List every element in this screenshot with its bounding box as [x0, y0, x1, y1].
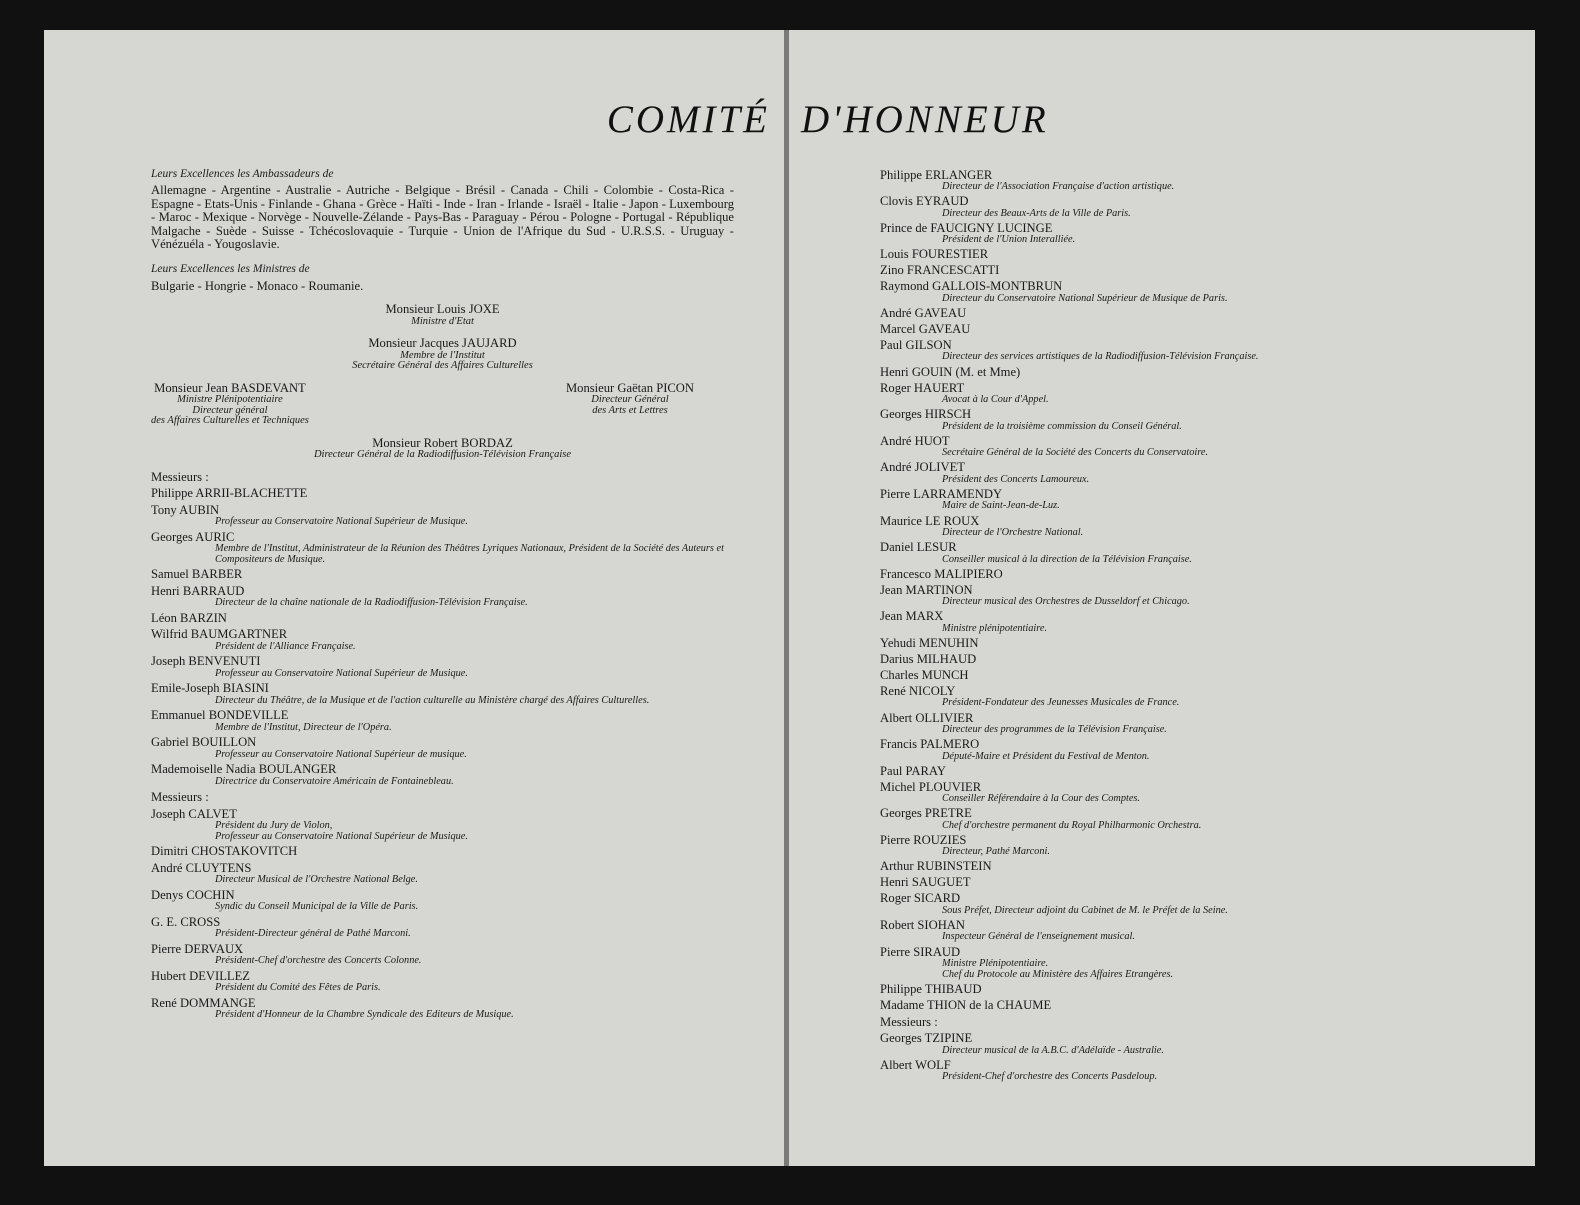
member-name: Philippe ERLANGER	[880, 167, 993, 182]
officials-pair	[151, 382, 734, 427]
committee-member	[151, 709, 734, 733]
member-name: René NICOLY	[880, 683, 956, 698]
committee-member	[880, 1032, 1520, 1056]
committee-member	[880, 280, 1520, 304]
member-role: Directeur musical des Orchestres de Dusseldorf et Chicago.	[942, 596, 1190, 608]
member-name: Gabriel BOUILLON	[151, 735, 257, 750]
member-name: Joseph BENVENUTI	[151, 654, 261, 669]
member-name: Charles MUNCH	[880, 667, 969, 682]
member-role: Président des Concerts Lamoureux.	[942, 473, 1090, 485]
left-page	[44, 30, 784, 1166]
committee-member	[151, 808, 734, 843]
member-name: Philippe ARRII-BLACHETTE	[151, 486, 308, 501]
committee-member	[151, 916, 734, 940]
member-name: Georges TZIPINE	[880, 1031, 973, 1046]
member-name: Michel PLOUVIER	[880, 779, 982, 794]
committee-member	[880, 999, 1520, 1012]
member-role: Président-Directeur général de Pathé Marconi.	[215, 928, 411, 940]
member-name: Pierre LARRAMENDY	[880, 486, 1003, 501]
committee-member	[880, 765, 1520, 778]
member-name: Hubert DEVILLEZ	[151, 968, 250, 983]
member-name: Louis FOURESTIER	[880, 247, 989, 262]
member-name: Emmanuel BONDEVILLE	[151, 708, 289, 723]
official-basdevant	[151, 382, 309, 427]
member-name: Henri GOUIN (M. et Mme)	[880, 364, 1021, 379]
committee-member	[880, 461, 1520, 485]
committee-member	[151, 682, 734, 706]
member-name: Zino FRANCESCATTI	[880, 263, 1000, 278]
committee-member	[880, 738, 1520, 762]
member-role: Président du Jury de Violon, Professeur au Conservatoire National Supérieur de Musique.	[215, 820, 468, 842]
member-name: Albert WOLF	[880, 1057, 951, 1072]
member-name: Francesco MALIPIERO	[880, 566, 1003, 581]
member-role: Avocat à la Cour d'Appel.	[942, 393, 1049, 405]
member-name: Denys COCHIN	[151, 887, 235, 902]
member-role: Directeur de l'Association Française d'action artistique.	[942, 181, 1175, 192]
member-name: Daniel LESUR	[880, 540, 957, 555]
left-column	[151, 166, 734, 1021]
official-name: Monsieur Jean BASDEVANT	[154, 380, 306, 395]
committee-member	[151, 736, 734, 760]
committee-member	[151, 585, 734, 609]
member-role: Syndic du Conseil Municipal de la Ville de Paris.	[215, 901, 419, 913]
title-left: COMITÉ	[606, 98, 770, 141]
committee-member	[880, 307, 1520, 320]
official-name: Monsieur Louis JOXE	[385, 302, 500, 317]
official-role: Membre de l'Institut Secrétaire Général des Affaires Culturelles	[352, 349, 533, 372]
member-name: Prince de FAUCIGNY LUCINGE	[880, 220, 1053, 235]
committee-member	[880, 515, 1520, 539]
member-role: Secrétaire Général de la Société des Concerts du Conservatoire.	[942, 447, 1209, 459]
member-name: Robert SIOHAN	[880, 918, 966, 933]
member-name: André HUOT	[880, 433, 950, 448]
committee-member	[880, 946, 1520, 981]
member-role: Inspecteur Général de l'enseignement musical.	[942, 931, 1135, 943]
committee-member	[151, 889, 734, 913]
member-name: Pierre DERVAUX	[151, 941, 244, 956]
official-role: Directeur Général de la Radiodiffusion-Télévision Française	[313, 449, 572, 461]
official-role: Ministre d'Etat	[411, 315, 474, 327]
member-role: Directrice du Conservatoire Américain de Fontainebleau.	[215, 775, 454, 787]
member-name: Léon BARZIN	[151, 610, 227, 625]
member-name: Raymond GALLOIS-MONTBRUN	[880, 279, 1063, 294]
member-role: Président d'Honneur de la Chambre Syndicale des Editeurs de Musique.	[215, 1009, 514, 1021]
member-name: Georges PRETRE	[880, 806, 972, 821]
committee-member	[880, 983, 1520, 996]
member-role: Président du Comité des Fêtes de Paris.	[215, 982, 381, 994]
member-name: Jean MARTINON	[880, 582, 973, 597]
committee-member	[880, 834, 1520, 858]
member-role: Directeur du Théâtre, de la Musique et de l'action culturelle au Ministère chargé des Affaires Culturelles.	[215, 694, 650, 706]
committee-member	[880, 366, 1520, 379]
member-name: Joseph CALVET	[151, 806, 237, 821]
committee-member	[880, 653, 1520, 666]
official-role: Ministre Plénipotentiaire Directeur général des Affaires Culturelles et Techniques	[151, 394, 309, 427]
title-right: D'HONNEUR	[801, 98, 1049, 141]
member-role: Directeur musical de la A.B.C. d'Adélaïde - Australie.	[942, 1044, 1164, 1056]
committee-member	[151, 531, 734, 566]
member-name: Henri BARRAUD	[151, 583, 245, 598]
member-name: Albert OLLIVIER	[880, 710, 974, 725]
official-jaujard	[151, 337, 734, 372]
official-name: Monsieur Gaëtan PICON	[565, 380, 694, 395]
committee-member	[880, 919, 1520, 943]
official-picon	[566, 382, 694, 427]
member-role: Président de la troisième commission du Conseil Général.	[942, 420, 1182, 432]
committee-member	[880, 712, 1520, 736]
member-name: Marcel GAVEAU	[880, 321, 971, 336]
committee-member	[151, 943, 734, 967]
committee-member	[880, 807, 1520, 831]
member-role: Ministre plénipotentiaire.	[942, 622, 1048, 634]
committee-member	[880, 339, 1520, 363]
member-name: Arthur RUBINSTEIN	[880, 859, 992, 874]
member-name: Dimitri CHOSTAKOVITCH	[151, 844, 298, 859]
member-role: Professeur au Conservatoire National Supérieur de Musique.	[215, 667, 468, 679]
ministers-countries: Bulgarie - Hongrie - Monaco - Roumanie.	[151, 278, 364, 293]
member-name: Paul GILSON	[880, 337, 952, 352]
member-name: Tony AUBIN	[151, 502, 220, 517]
member-name: Yehudi MENUHIN	[880, 635, 979, 650]
member-name: Paul PARAY	[880, 763, 946, 778]
committee-member	[880, 669, 1520, 682]
member-role: Directeur, Pathé Marconi.	[942, 846, 1050, 858]
committee-member	[151, 487, 734, 500]
member-name: Roger SICARD	[880, 891, 961, 906]
member-name: Francis PALMERO	[880, 737, 980, 752]
committee-member	[880, 408, 1520, 432]
committee-member	[151, 997, 734, 1021]
committee-member	[880, 781, 1520, 805]
committee-member	[880, 541, 1520, 565]
member-name: Georges HIRSCH	[880, 407, 972, 422]
member-name: Maurice LE ROUX	[880, 513, 980, 528]
member-name: Wilfrid BAUMGARTNER	[151, 627, 288, 642]
committee-member	[151, 845, 734, 858]
member-name: Clovis EYRAUD	[880, 194, 969, 209]
official-role: Directeur Général des Arts et Lettres	[591, 394, 669, 416]
member-name: Jean MARX	[880, 609, 944, 624]
official-name: Monsieur Robert BORDAZ	[372, 436, 513, 451]
committee-member	[880, 1059, 1520, 1083]
member-role: Professeur au Conservatoire National Supérieur de musique.	[215, 748, 467, 760]
committee-member	[151, 763, 734, 787]
member-name: René DOMMANGE	[151, 995, 256, 1010]
committee-member	[880, 584, 1520, 608]
member-role: Conseiller musical à la direction de la Télévision Française.	[942, 553, 1192, 565]
member-name: Emile-Joseph BIASINI	[151, 681, 269, 696]
committee-member	[880, 195, 1520, 219]
member-role: Ministre Plénipotentiaire. Chef du Protocole au Ministère des Affaires Etrangères.	[942, 958, 1174, 980]
member-name: Madame THION de la CHAUME	[880, 997, 1052, 1012]
committee-member	[880, 568, 1520, 581]
committee-member	[151, 970, 734, 994]
committee-member	[151, 612, 734, 625]
committee-member	[880, 264, 1520, 277]
member-role: Président de l'Union Interalliée.	[942, 234, 1076, 246]
committee-member	[880, 892, 1520, 916]
member-name: Mademoiselle Nadia BOULANGER	[151, 762, 337, 777]
member-role: Directeur de la chaîne nationale de la Radiodiffusion-Télévision Française.	[215, 597, 528, 609]
member-name: Henri SAUGUET	[880, 875, 971, 890]
member-role: Professeur au Conservatoire National Supérieur de Musique.	[215, 516, 468, 528]
member-name: Darius MILHAUD	[880, 651, 977, 666]
member-role: Directeur Musical de l'Orchestre National Belge.	[215, 874, 418, 886]
ambassadors-header: Leurs Excellences les Ambassadeurs de	[151, 168, 334, 180]
member-name: Pierre ROUZIES	[880, 832, 967, 847]
right-column	[880, 166, 1520, 1083]
member-role: Président-Fondateur des Jeunesses Musicales de France.	[942, 697, 1180, 709]
committee-member	[151, 628, 734, 652]
member-role: Directeur des programmes de la Télévision Française.	[942, 723, 1167, 735]
member-name: Philippe THIBAUD	[880, 981, 982, 996]
official-name: Monsieur Jacques JAUJARD	[368, 336, 517, 351]
member-role: Maire de Saint-Jean-de-Luz.	[942, 500, 1060, 512]
ambassadors-countries: Allemagne - Argentine - Australie - Autriche - Belgique - Brésil - Canada - Chili - Colombie - Costa-Rica - Espagne - Etats-Unis - Finlande - Ghana - Grèce - Haïti - Inde - Iran - Irlande - Israël - Italie - Japon - Luxembourg - Maroc - Mexique - Norvège - Nouvelle-Zélande - Pays-Bas - Paraguay - Pérou - Pologne - Portugal - République Malgache - Suède - Suisse - Tchécoslovaquie - Turquie - Union de l'Afrique du Sud - U.R.S.S. - Uruguay - Vénézuéla - Yougoslavie.	[151, 183, 734, 252]
committee-member	[151, 862, 734, 886]
member-role: Directeur de l'Orchestre National.	[942, 526, 1084, 538]
committee-member	[151, 568, 734, 581]
committee-member	[880, 860, 1520, 873]
member-role: Directeur des services artistiques de la Radiodiffusion-Télévision Française.	[942, 351, 1259, 363]
official-bordaz	[151, 437, 734, 461]
messieurs-label: Messieurs :	[151, 470, 209, 485]
committee-member	[880, 222, 1520, 246]
committee-member	[880, 382, 1520, 406]
member-name: Roger HAUERT	[880, 380, 965, 395]
member-role: Sous Préfet, Directeur adjoint du Cabinet de M. le Préfet de la Seine.	[942, 904, 1228, 916]
member-role: Conseiller Référendaire à la Cour des Comptes.	[942, 793, 1141, 805]
member-role: Député-Maire et Président du Festival de Menton.	[942, 750, 1150, 762]
member-name: Pierre SIRAUD	[880, 944, 961, 959]
right-page	[789, 30, 1535, 1166]
member-name: André GAVEAU	[880, 305, 967, 320]
committee-member	[880, 685, 1520, 709]
left-list-b	[151, 808, 734, 1021]
committee-member	[880, 610, 1520, 634]
member-role: Président-Chef d'orchestre des Concerts Colonne.	[215, 955, 422, 967]
messieurs-label: Messieurs :	[151, 790, 209, 805]
committee-member	[151, 655, 734, 679]
right-list-b	[880, 1032, 1520, 1083]
committee-member	[880, 248, 1520, 261]
member-name: Georges AURIC	[151, 529, 235, 544]
official-joxe	[151, 303, 734, 327]
member-role: Président de l'Alliance Française.	[215, 640, 356, 652]
member-role: Membre de l'Institut, Directeur de l'Opéra.	[215, 721, 392, 733]
member-name: Samuel BARBER	[151, 567, 243, 582]
member-role: Président-Chef d'orchestre des Concerts Pasdeloup.	[942, 1071, 1158, 1083]
committee-member	[880, 488, 1520, 512]
messieurs-label: Messieurs :	[880, 1015, 938, 1030]
committee-member	[880, 637, 1520, 650]
member-role: Membre de l'Institut, Administrateur de la Réunion des Théâtres Lyriques Nationaux, Président de la Société des Auteurs et Compositeurs de Musique.	[215, 543, 724, 565]
committee-member	[880, 435, 1520, 459]
committee-member	[151, 504, 734, 528]
right-list-a	[880, 169, 1520, 1013]
member-name: André JOLIVET	[880, 460, 965, 475]
member-name: André CLUYTENS	[151, 860, 252, 875]
member-role: Directeur des Beaux-Arts de la Ville de Paris.	[942, 207, 1131, 219]
committee-member	[880, 876, 1520, 889]
member-role: Chef d'orchestre permanent du Royal Philharmonic Orchestra.	[942, 819, 1202, 831]
member-role: Directeur du Conservatoire National Supérieur de Musique de Paris.	[942, 292, 1228, 304]
left-list-a	[151, 487, 734, 787]
committee-member	[880, 323, 1520, 336]
member-name: G. E. CROSS	[151, 914, 221, 929]
ministers-header: Leurs Excellences les Ministres de	[151, 263, 310, 276]
committee-member	[880, 169, 1520, 193]
